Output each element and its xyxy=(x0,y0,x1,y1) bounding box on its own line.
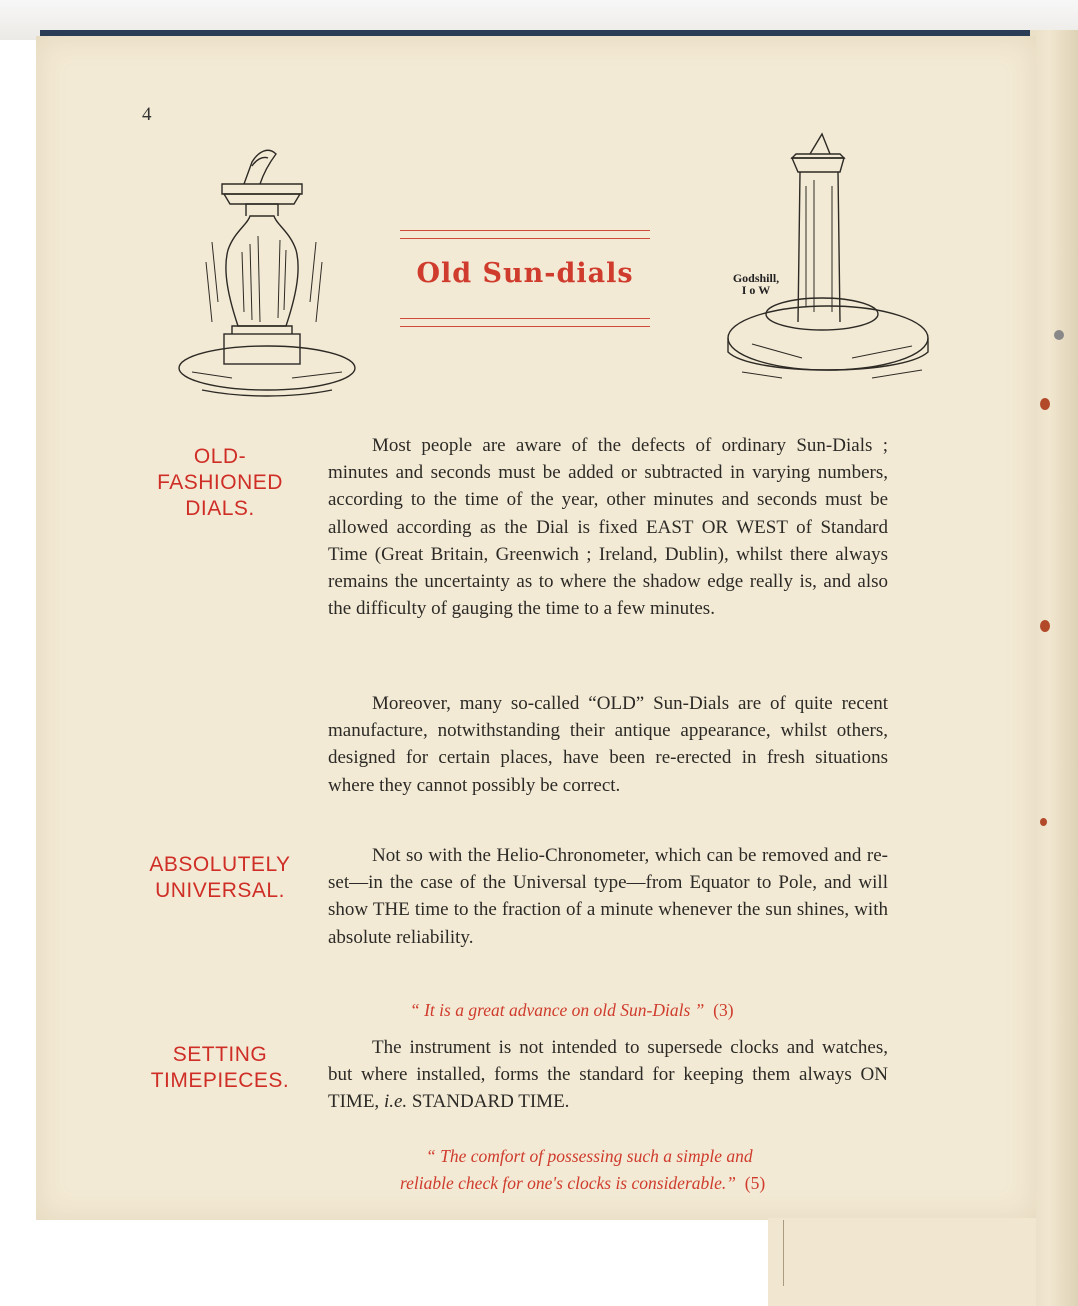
quote-ref: (5) xyxy=(744,1173,766,1193)
quote-text: reliable check for one's clocks is considerable.” xyxy=(400,1173,736,1193)
page-title: Old Sun-dials xyxy=(416,258,634,289)
binding-pin xyxy=(1054,330,1064,340)
baluster-sundial-illustration xyxy=(172,132,362,400)
abbreviation-ie: i.e. xyxy=(383,1091,408,1113)
paragraph-instrument xyxy=(328,1034,888,1116)
paragraph-defects: Most people are aware of the defects of ordinary Sun-Dials ; minutes and seconds must be added or subtracted in varying numbers, according to the time of the year, other minutes and seconds must be allowed according as the Dial is fixed EAST OR WEST of Standard Time (Great Britain, Greenwich ; Ireland, Dublin), whilst there always remains the uncertainty as to where the shadow edge really is, and also the difficulty of gauging the time to a few minutes. xyxy=(328,435,888,620)
paragraph-moreover: Moreover, many so-called “OLD” Sun-Dials are of quite recent manufacture, notwithstanding their antique appearance, whilst others, designed for certain places, have been re-erected in fresh situations where they cannot possibly be correct. xyxy=(328,693,888,796)
heading-old-fashioned-dials xyxy=(130,444,310,522)
heading-line: TIMEPIECES. xyxy=(150,1069,290,1092)
testimonial-quote-1 xyxy=(410,1000,734,1021)
heading-absolutely-universal xyxy=(130,852,310,904)
binding-stitch xyxy=(1040,620,1050,632)
heading-setting-timepieces xyxy=(130,1042,310,1094)
heading-line: DIALS. xyxy=(185,497,255,520)
heading-line: FASHIONED xyxy=(157,471,283,494)
paragraph-text: STANDARD TIME. xyxy=(407,1091,570,1113)
caption-place: Godshill, xyxy=(732,271,780,285)
quote-line xyxy=(400,1170,850,1197)
tab-edge xyxy=(783,1220,784,1286)
page-spine xyxy=(1030,30,1078,1306)
paragraph-text: The instrument is not intended to supersede clocks and watches, but where installed, forms the standard for keeping them always ON TIME, xyxy=(328,1037,888,1113)
binding-stitch xyxy=(1040,818,1047,826)
heading-line: OLD- xyxy=(193,445,247,468)
heading-line: SETTING xyxy=(172,1043,268,1066)
quote-text: “ It is a great advance on old Sun-Dials ” xyxy=(410,1000,705,1020)
testimonial-quote-2 xyxy=(400,1143,850,1197)
column-sundial-illustration xyxy=(712,126,934,382)
caption-sub: I o W xyxy=(741,283,771,297)
paragraph-helio-chronometer: Not so with the Helio-Chronometer, which can be removed and re-set—in the case of the Universal type—from Equator to Pole, and will show THE time to the fraction of a minute whenever the sun shines, with absolute reliability. xyxy=(328,845,888,948)
quote-line: “ The comfort of possessing such a simple and xyxy=(426,1146,753,1166)
page-number: 4 xyxy=(142,104,152,125)
heading-line: UNIVERSAL. xyxy=(155,879,285,902)
page-tab xyxy=(768,1218,1036,1306)
heading-line: ABSOLUTELY xyxy=(149,853,291,876)
binding-stitch xyxy=(1040,398,1050,410)
title-rule-bottom xyxy=(400,318,650,327)
illustration-caption xyxy=(716,272,796,296)
title-rule-top xyxy=(400,230,650,239)
quote-ref: (3) xyxy=(713,1000,734,1020)
